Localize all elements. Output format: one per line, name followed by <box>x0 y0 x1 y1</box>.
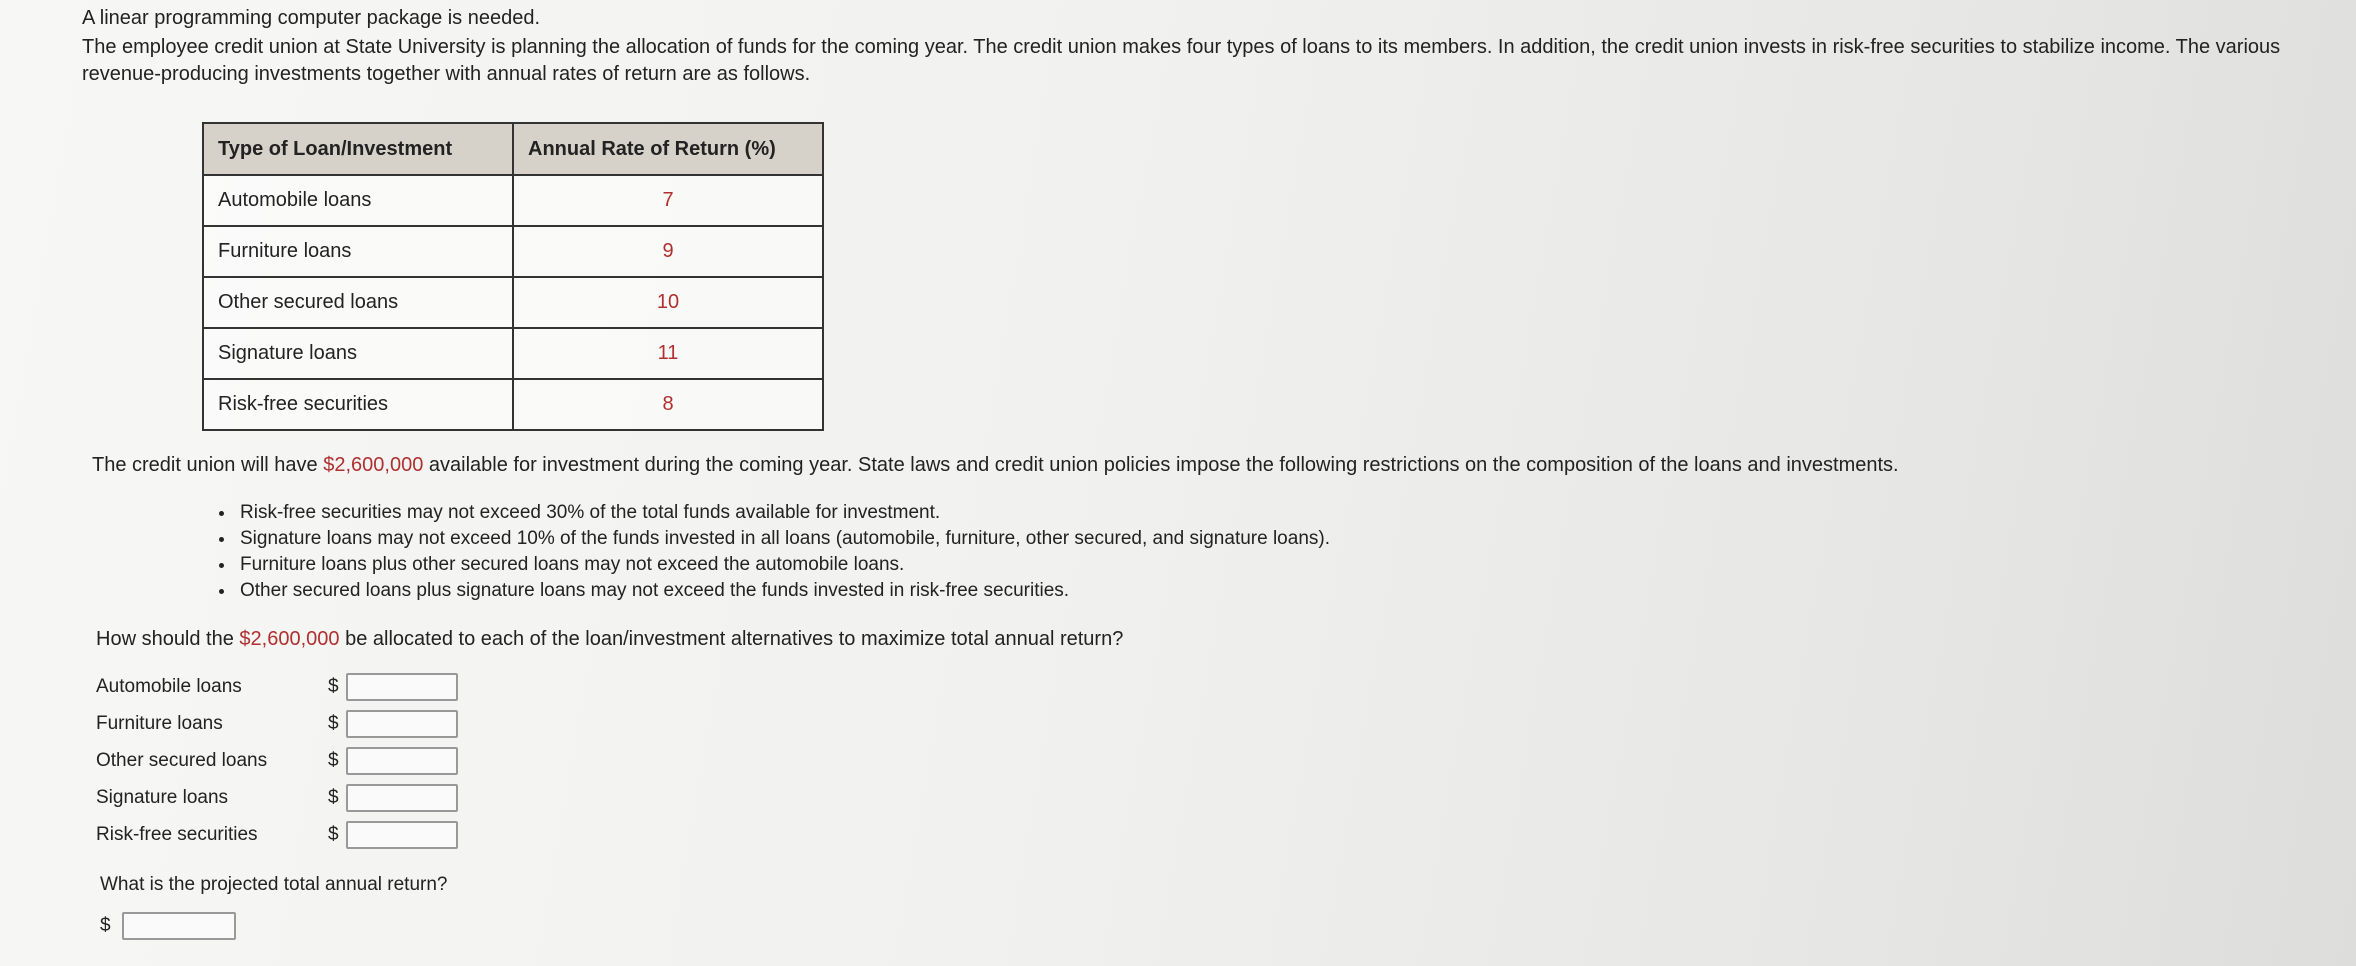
answer-label: Furniture loans <box>96 712 223 734</box>
currency-symbol: $ <box>328 786 339 808</box>
table-row <box>203 277 823 328</box>
answer-label: Other secured loans <box>96 749 268 771</box>
loan-type-cell: Furniture loans <box>203 226 513 277</box>
budget-amount: $2,600,000 <box>323 454 424 476</box>
rate-cell: 9 <box>513 226 823 277</box>
loan-type-cell: Automobile loans <box>203 175 513 226</box>
currency-symbol: $ <box>328 712 339 734</box>
currency-symbol: $ <box>328 823 339 845</box>
rates-table <box>202 122 824 431</box>
total-return-input[interactable] <box>122 912 236 940</box>
loan-type-cell: Other secured loans <box>203 277 513 328</box>
rate-cell: 8 <box>513 379 823 430</box>
automobile-loans-input[interactable] <box>346 673 458 701</box>
risk-free-securities-input[interactable] <box>346 821 458 849</box>
loan-type-cell: Signature loans <box>203 328 513 379</box>
table-header-row <box>203 123 823 175</box>
loan-type-cell: Risk-free securities <box>203 379 513 430</box>
answer-row-furniture <box>96 705 458 742</box>
restriction-item: • Risk-free securities may not exceed 30% of the total funds available for investment. <box>236 500 1330 526</box>
budget-text-after: available for investment during the coming year. State laws and credit union policies impose the following restrictions on the composition of the loans and investments. <box>423 454 1899 476</box>
table-row <box>203 226 823 277</box>
answer-label: Signature loans <box>96 786 229 808</box>
rate-cell: 10 <box>513 277 823 328</box>
answer-row-signature <box>96 779 458 816</box>
restrictions-list <box>212 500 1330 604</box>
budget-text-before: The credit union will have <box>92 454 324 476</box>
question-text-before: How should the <box>96 628 240 650</box>
currency-symbol: $ <box>100 915 111 936</box>
other-secured-loans-input[interactable] <box>346 747 458 775</box>
rate-cell: 11 <box>513 328 823 379</box>
currency-symbol: $ <box>328 675 339 697</box>
answer-row-other-secured <box>96 742 458 779</box>
problem-description: The employee credit union at State University is planning the allocation of funds for the coming year. The credit union makes four types of loans to its members. In addition, the credit union invests in risk-free securities to stabilize income. The various revenue-producing investments together with annual rates of return are as follows. <box>82 36 2281 85</box>
question-amount: $2,600,000 <box>239 628 340 650</box>
restriction-item: • Other secured loans plus signature loans may not exceed the funds invested in risk-free securities. <box>236 578 1330 604</box>
rate-cell: 7 <box>513 175 823 226</box>
allocation-answers <box>96 668 458 853</box>
restriction-item: • Signature loans may not exceed 10% of the funds invested in all loans (automobile, furniture, other secured, and signature loans). <box>236 526 1330 552</box>
table-row <box>203 379 823 430</box>
signature-loans-input[interactable] <box>346 784 458 812</box>
intro-text: A linear programming computer package is needed. <box>82 7 541 29</box>
table-row <box>203 175 823 226</box>
budget-statement <box>92 452 1899 478</box>
answer-label: Risk-free securities <box>96 823 258 845</box>
allocation-question <box>96 626 1123 652</box>
furniture-loans-input[interactable] <box>346 710 458 738</box>
table-row <box>203 328 823 379</box>
return-question: What is the projected total annual return? <box>100 874 448 895</box>
restriction-item: • Furniture loans plus other secured loans may not exceed the automobile loans. <box>236 552 1330 578</box>
answer-row-automobile <box>96 668 458 705</box>
header-rate: Annual Rate of Return (%) <box>513 123 823 175</box>
header-type: Type of Loan/Investment <box>203 123 513 175</box>
question-text-after: be allocated to each of the loan/investment alternatives to maximize total annual return? <box>339 628 1124 650</box>
answer-label: Automobile loans <box>96 675 242 697</box>
answer-row-risk-free <box>96 816 458 853</box>
return-answer-row <box>100 912 236 940</box>
currency-symbol: $ <box>328 749 339 771</box>
